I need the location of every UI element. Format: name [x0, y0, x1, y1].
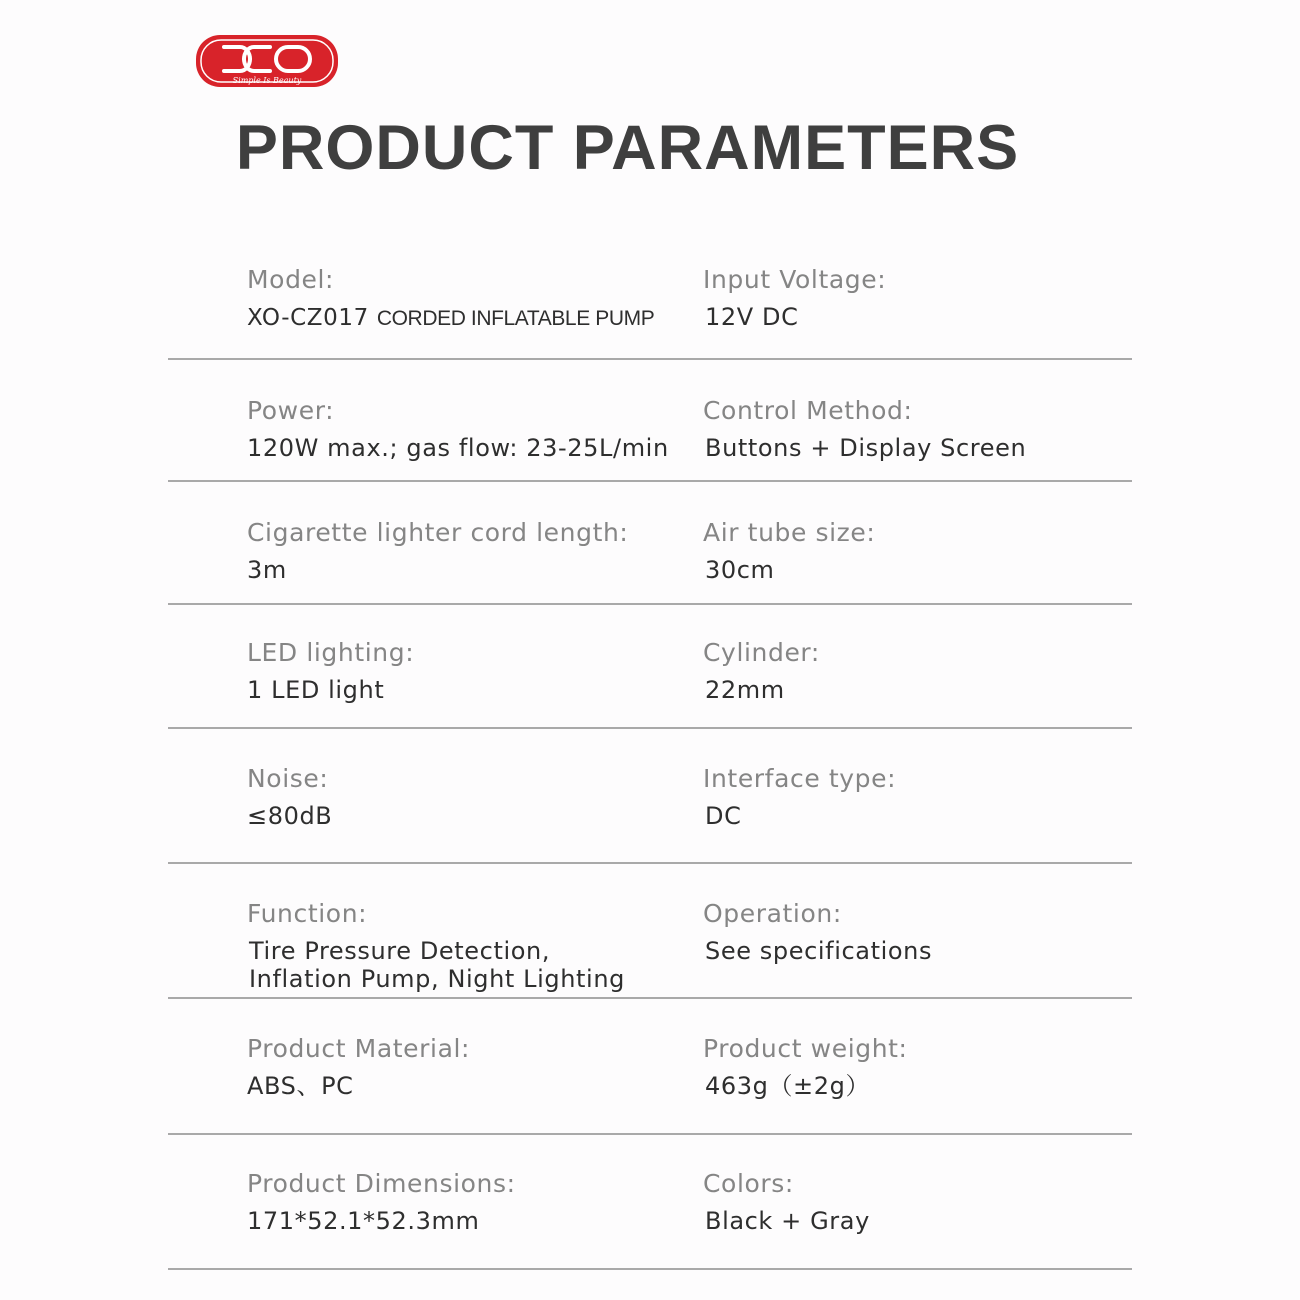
param-cord-length	[247, 518, 687, 585]
model-code: XO-CZ017	[247, 305, 369, 331]
param-row	[168, 518, 1132, 605]
param-label: Function:	[247, 899, 368, 928]
param-row	[168, 1169, 1132, 1270]
param-function	[247, 899, 687, 993]
param-label: Product Material:	[247, 1034, 471, 1063]
param-label: Interface type:	[703, 764, 897, 793]
param-value: See specifications	[705, 937, 933, 965]
param-noise	[247, 764, 687, 831]
param-value-line: Tire Pressure Detection,	[249, 937, 551, 965]
param-label: Colors:	[703, 1169, 794, 1198]
param-value: 1 LED light	[247, 676, 385, 704]
param-value: 3m	[247, 556, 287, 584]
param-power	[247, 396, 687, 463]
param-interface-type	[703, 764, 1123, 831]
brand-logo	[194, 33, 340, 89]
param-control-method	[703, 396, 1123, 463]
param-input-voltage	[703, 265, 1123, 332]
model-name: CORDED INFLATABLE PUMP	[376, 307, 655, 330]
row-divider	[168, 727, 1132, 729]
param-material	[247, 1034, 687, 1101]
row-divider	[168, 603, 1132, 605]
row-divider	[168, 480, 1132, 482]
param-row	[168, 764, 1132, 864]
param-weight	[703, 1034, 1123, 1101]
param-colors	[703, 1169, 1123, 1236]
param-row	[168, 265, 1132, 360]
param-model	[247, 265, 687, 333]
param-operation	[703, 899, 1123, 966]
param-value: Buttons + Display Screen	[705, 434, 1027, 462]
param-label: Product Dimensions:	[247, 1169, 516, 1198]
param-label: Operation:	[703, 899, 842, 928]
page-title: PRODUCT PARAMETERS	[235, 113, 1020, 183]
param-value: ≤80dB	[247, 802, 333, 830]
param-label: LED lighting:	[247, 638, 415, 667]
param-label: Control Method:	[703, 396, 913, 425]
param-dimensions	[247, 1169, 687, 1236]
param-value: 171*52.1*52.3mm	[247, 1207, 480, 1235]
param-value: Black + Gray	[705, 1207, 870, 1235]
param-value: 463g（±2g）	[705, 1072, 871, 1100]
row-divider	[168, 862, 1132, 864]
param-row	[168, 396, 1132, 482]
row-divider	[168, 1268, 1132, 1270]
param-row	[168, 1034, 1132, 1135]
param-label: Cylinder:	[703, 638, 820, 667]
param-label: Model:	[247, 265, 335, 294]
row-divider	[168, 1133, 1132, 1135]
param-air-tube-size	[703, 518, 1123, 585]
param-label: Product weight:	[703, 1034, 908, 1063]
param-label: Noise:	[247, 764, 329, 793]
param-label: Air tube size:	[703, 518, 876, 547]
param-label: Input Voltage:	[703, 265, 887, 294]
param-label: Cigarette lighter cord length:	[247, 518, 629, 547]
param-row	[168, 638, 1132, 729]
row-divider	[168, 358, 1132, 360]
param-led-lighting	[247, 638, 687, 705]
param-label: Power:	[247, 396, 335, 425]
param-value: 12V DC	[705, 303, 799, 331]
param-value-line: Inflation Pump, Night Lighting	[249, 965, 625, 993]
param-value: 30cm	[705, 556, 775, 584]
param-value: ABS、PC	[247, 1072, 354, 1100]
row-divider	[168, 997, 1132, 999]
param-value: DC	[705, 802, 742, 830]
param-cylinder	[703, 638, 1123, 705]
param-row	[168, 899, 1132, 999]
logo-tagline: Simple Is Beauty	[232, 76, 302, 85]
param-value: 22mm	[705, 676, 785, 704]
param-value: 120W max.; gas flow: 23-25L/min	[247, 434, 669, 462]
